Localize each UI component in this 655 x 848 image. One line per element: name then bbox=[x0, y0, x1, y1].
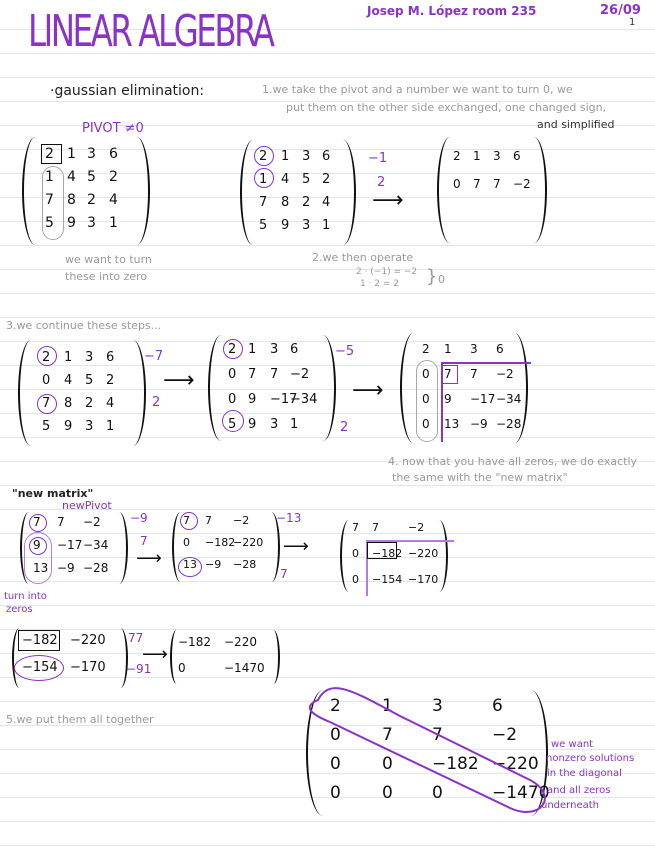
matrix-cell: −34 bbox=[290, 392, 318, 407]
page-title: LINEAR ALGEBRA bbox=[28, 6, 273, 57]
matrix-cell: 3 bbox=[470, 342, 478, 356]
matrix-cell: 9 bbox=[64, 419, 73, 434]
matrix-cell: 0 bbox=[352, 573, 359, 586]
matrix-cell: 3 bbox=[270, 342, 279, 357]
row-multiplier: −7 bbox=[144, 349, 164, 364]
zero-note-line1: we want to turn bbox=[65, 253, 152, 266]
matrix-cell: −220 bbox=[224, 635, 257, 649]
row-multiplier: 77 bbox=[128, 631, 144, 645]
matrix-cell: 2 bbox=[453, 149, 461, 163]
matrix-cell: 7 bbox=[57, 515, 65, 529]
calc-brace: } bbox=[426, 266, 438, 287]
matrix-cell: 3 bbox=[493, 149, 501, 163]
matrix-cell: 6 bbox=[322, 149, 331, 164]
matrix-cell: 0 bbox=[42, 373, 51, 388]
matrix-cell: 2 bbox=[228, 342, 237, 357]
step2-label: 2.we then operate bbox=[312, 251, 414, 264]
matrix-cell: −2 bbox=[233, 514, 250, 527]
matrix-cell: 0 bbox=[453, 177, 461, 191]
matrix-cell: 7 bbox=[470, 367, 478, 381]
matrix-cell: 7 bbox=[382, 725, 393, 745]
matrix-cell: −170 bbox=[70, 660, 106, 675]
matrix-cell: −9 bbox=[205, 558, 222, 571]
matrix-cell: −28 bbox=[83, 561, 109, 575]
matrix-cell: 6 bbox=[290, 342, 299, 357]
calc-line1: 2 · (−1) = −2 bbox=[356, 267, 418, 277]
matrix-cell: 0 bbox=[228, 367, 237, 382]
matrix-cell: 0 bbox=[422, 392, 430, 406]
matrix-cell: 2 bbox=[322, 172, 331, 187]
page-number: 1 bbox=[629, 17, 636, 28]
matrix-cell: −154 bbox=[372, 573, 403, 586]
matrix-cell: 4 bbox=[106, 396, 115, 411]
matrix-cell: 7 bbox=[372, 521, 379, 534]
matrix-cell: 1 bbox=[67, 146, 76, 162]
matrix-cell: −2 bbox=[496, 367, 514, 381]
matrix-cell: −28 bbox=[233, 558, 257, 571]
matrix-cell: 7 bbox=[473, 177, 481, 191]
matrix-cell: 7 bbox=[33, 515, 41, 529]
calc-result: 0 bbox=[438, 273, 445, 286]
step5-label: 5.we put them all together bbox=[6, 713, 154, 726]
matrix-cell: −28 bbox=[496, 417, 522, 431]
row-multiplier: −5 bbox=[335, 344, 355, 359]
matrix-cell: 2 bbox=[330, 696, 341, 716]
matrix-cell: 13 bbox=[444, 417, 460, 431]
matrix-cell: 7 bbox=[205, 514, 212, 527]
matrix-cell: 2 bbox=[302, 195, 311, 210]
row-multiplier: 7 bbox=[140, 534, 148, 548]
step4-line2: the same with the "new matrix" bbox=[392, 471, 568, 484]
matrix-cell: 8 bbox=[64, 396, 73, 411]
matrix-cell: −2 bbox=[408, 521, 425, 534]
matrix-cell: 7 bbox=[42, 396, 51, 411]
matrix-cell: 0 bbox=[178, 661, 186, 675]
final-note-line5: underneath bbox=[541, 800, 599, 811]
matrix-cell: 4 bbox=[109, 192, 118, 208]
matrix-cell: −17 bbox=[57, 538, 83, 552]
matrix-cell: 1 bbox=[106, 419, 115, 434]
matrix-cell: 1 bbox=[45, 169, 54, 185]
matrix-cell: 2 bbox=[42, 350, 51, 365]
matrix-cell: 0 bbox=[382, 754, 393, 774]
arrow-g-to-h: ⟶ bbox=[136, 548, 162, 569]
matrix-cell: 5 bbox=[259, 218, 268, 233]
matrix-cell: 5 bbox=[302, 172, 311, 187]
matrix-cell: 1 bbox=[248, 342, 257, 357]
matrix-cell: −34 bbox=[83, 538, 109, 552]
turn-into-line2: zeros bbox=[6, 604, 33, 615]
matrix-cell: 3 bbox=[270, 417, 279, 432]
matrix-cell: 9 bbox=[248, 417, 257, 432]
matrix-cell: 8 bbox=[67, 192, 76, 208]
row-multiplier: 2 bbox=[377, 175, 386, 190]
matrix-cell: 1 bbox=[64, 350, 73, 365]
matrix-cell: 6 bbox=[109, 146, 118, 162]
matrix-cell: 13 bbox=[33, 561, 49, 575]
matrix-cell: 2 bbox=[259, 149, 268, 164]
matrix-cell: 9 bbox=[33, 538, 41, 552]
matrix-cell: 1 bbox=[473, 149, 481, 163]
matrix-cell: −220 bbox=[233, 536, 264, 549]
matrix-cell: 3 bbox=[85, 350, 94, 365]
row-multiplier: 2 bbox=[340, 420, 349, 435]
matrix-cell: −220 bbox=[408, 547, 439, 560]
step1-line3: and simplified bbox=[537, 118, 615, 131]
matrix-cell: −2 bbox=[83, 515, 101, 529]
matrix-cell: −2 bbox=[513, 177, 531, 191]
matrix-cell: 3 bbox=[302, 149, 311, 164]
step3-label: 3.we continue these steps... bbox=[6, 319, 162, 332]
matrix-cell: 0 bbox=[330, 754, 341, 774]
matrix-cell: 5 bbox=[42, 419, 51, 434]
matrix-cell: 4 bbox=[281, 172, 290, 187]
matrix-cell: 3 bbox=[302, 218, 311, 233]
matrix-cell: 7 bbox=[183, 514, 190, 527]
matrix-cell: 13 bbox=[183, 558, 197, 571]
matrix-cell: 7 bbox=[270, 367, 279, 382]
matrix-cell: −34 bbox=[496, 392, 522, 406]
matrix-cell: 3 bbox=[85, 419, 94, 434]
matrix-cell: 7 bbox=[493, 177, 501, 191]
row-multiplier: −13 bbox=[276, 511, 302, 525]
row-multiplier: 2 bbox=[152, 395, 161, 410]
matrix-cell: 0 bbox=[422, 417, 430, 431]
arrow-d-to-e: ⟶ bbox=[163, 368, 195, 393]
matrix-cell: 1 bbox=[281, 149, 290, 164]
matrix-cell: −154 bbox=[22, 660, 58, 675]
row-multiplier: −91 bbox=[126, 662, 152, 676]
matrix-cell: 7 bbox=[432, 725, 443, 745]
matrix-cell: −182 bbox=[432, 754, 479, 774]
matrix-cell: 1 bbox=[322, 218, 331, 233]
matrix-cell: 9 bbox=[444, 392, 452, 406]
matrix-cell: −1470 bbox=[224, 661, 265, 675]
matrix-cell: 4 bbox=[322, 195, 331, 210]
matrix-cell: 2 bbox=[422, 342, 430, 356]
matrix-cell: 2 bbox=[109, 169, 118, 185]
matrix-cell: −9 bbox=[57, 561, 75, 575]
row-multiplier: 7 bbox=[280, 567, 288, 581]
matrix-cell: 2 bbox=[45, 146, 54, 162]
new-matrix-label: "new matrix" bbox=[12, 487, 94, 500]
matrix-cell: 0 bbox=[382, 783, 393, 803]
matrix-cell: 1 bbox=[444, 342, 452, 356]
author-label: Josep M. López room 235 bbox=[367, 4, 537, 18]
matrix-cell: 2 bbox=[87, 192, 96, 208]
row-multiplier: −1 bbox=[368, 151, 388, 166]
row-multiplier: −9 bbox=[130, 511, 148, 525]
turn-into-line1: turn into bbox=[4, 591, 47, 602]
matrix-cell: 0 bbox=[330, 783, 341, 803]
matrix-cell: −2 bbox=[492, 725, 518, 745]
matrix-cell: 7 bbox=[444, 367, 452, 381]
final-note-line2: nonzero solutions bbox=[546, 753, 635, 764]
matrix-cell: 3 bbox=[87, 146, 96, 162]
matrix-cell: −220 bbox=[70, 633, 106, 648]
matrix-cell: 5 bbox=[87, 169, 96, 185]
matrix-cell: −9 bbox=[470, 417, 488, 431]
calc-line2: 1 · 2 = 2 bbox=[360, 279, 400, 289]
arrow-h-to-i: ⟶ bbox=[283, 536, 309, 557]
matrix-cell: 9 bbox=[248, 392, 257, 407]
matrix-cell: −2 bbox=[290, 367, 310, 382]
matrix-cell: −17 bbox=[270, 392, 298, 407]
final-note-line4: and all zeros bbox=[547, 785, 611, 796]
step1-line2-text: put them on the other side exchanged, one changed sign, bbox=[286, 101, 607, 114]
final-note-line3: in the diagonal bbox=[547, 768, 622, 779]
matrix-cell: 7 bbox=[259, 195, 268, 210]
matrix-cell: 1 bbox=[382, 696, 393, 716]
matrix-cell: 7 bbox=[45, 192, 54, 208]
matrix-cell: −170 bbox=[408, 573, 439, 586]
matrix-cell: −1470 bbox=[492, 783, 550, 803]
matrix-cell: 5 bbox=[228, 417, 237, 432]
matrix-cell: 1 bbox=[259, 172, 268, 187]
matrix-cell: 6 bbox=[492, 696, 503, 716]
matrix-cell: 0 bbox=[352, 547, 359, 560]
arrow-e-to-f: ⟶ bbox=[352, 378, 384, 403]
step4-line1: 4. now that you have all zeros, we do exactly bbox=[388, 455, 638, 468]
matrix-cell: 1 bbox=[290, 417, 299, 432]
matrix-cell: 6 bbox=[513, 149, 521, 163]
matrix-cell: 7 bbox=[352, 521, 359, 534]
new-pivot-label: newPivot bbox=[62, 499, 112, 512]
matrix-cell: 5 bbox=[45, 215, 54, 231]
matrix-cell: 9 bbox=[67, 215, 76, 231]
matrix-cell: −17 bbox=[470, 392, 496, 406]
matrix-cell: −182 bbox=[372, 547, 403, 560]
matrix-cell: 5 bbox=[85, 373, 94, 388]
date-label: 26/09 bbox=[600, 3, 641, 18]
matrix-cell: 2 bbox=[85, 396, 94, 411]
section-heading: ·gaussian elimination: bbox=[50, 83, 205, 99]
matrix-cell: 7 bbox=[248, 367, 257, 382]
matrix-cell: 2 bbox=[106, 373, 115, 388]
matrix-cell: 6 bbox=[496, 342, 504, 356]
matrix-cell: 1 bbox=[109, 215, 118, 231]
matrix-cell: 0 bbox=[228, 392, 237, 407]
matrix-cell: 0 bbox=[330, 725, 341, 745]
matrix-cell: 6 bbox=[106, 350, 115, 365]
matrix-cell: 0 bbox=[432, 783, 443, 803]
zero-note-line2: these into zero bbox=[65, 270, 148, 283]
matrix-cell: 9 bbox=[281, 218, 290, 233]
matrix-cell: −182 bbox=[178, 635, 211, 649]
matrix-cell: 4 bbox=[67, 169, 76, 185]
arrow-b-to-c: ⟶ bbox=[372, 188, 404, 213]
final-note-line1: we want bbox=[551, 739, 594, 750]
pivot-label: PIVOT ≠0 bbox=[82, 121, 144, 136]
matrix-cell: 0 bbox=[422, 367, 430, 381]
matrix-cell: 3 bbox=[432, 696, 443, 716]
matrix-cell: 8 bbox=[281, 195, 290, 210]
matrix-cell: −182 bbox=[205, 536, 236, 549]
matrix-cell: 4 bbox=[64, 373, 73, 388]
matrix-cell: −220 bbox=[492, 754, 539, 774]
step1-line1: 1.we take the pivot and a number we want to turn 0, we bbox=[262, 83, 573, 96]
matrix-cell: 3 bbox=[87, 215, 96, 231]
matrix-cell: −182 bbox=[22, 633, 58, 648]
arrow-j-to-k: ⟶ bbox=[142, 644, 168, 665]
matrix-cell: 0 bbox=[183, 536, 190, 549]
